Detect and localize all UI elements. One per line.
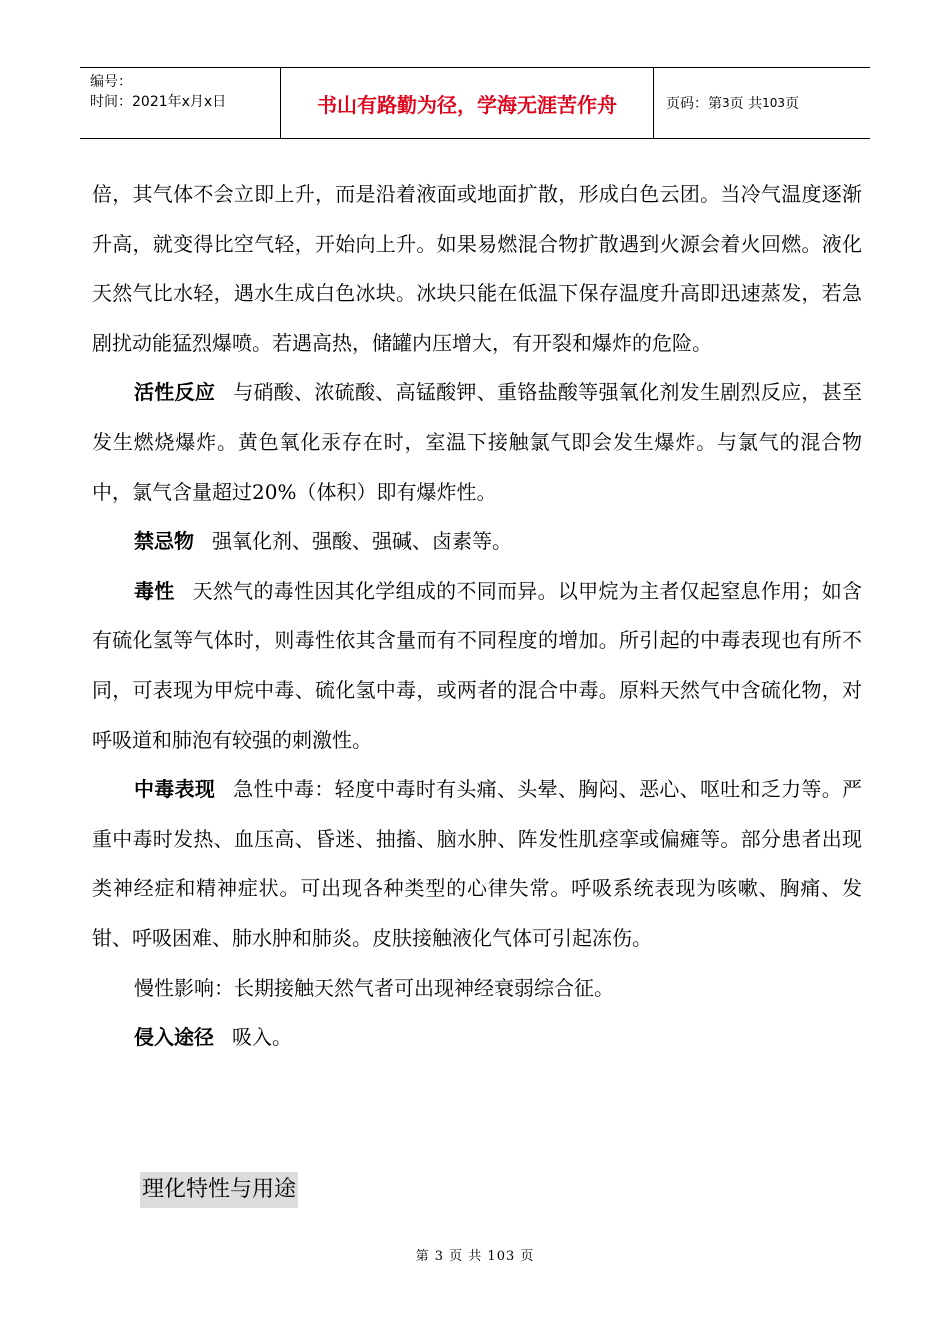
poisoning-text: 急性中毒：轻度中毒时有头痛、头晕、胸闷、恶心、呕吐和乏力等。严重中毒时发热、血压高、昏迷、抽搐、脑水肿、阵发性肌痉挛或偏瘫等。部分患者出现类神经症和精神症状。可出现各种类型的心律失常。呼吸系统表现为咳嗽、胸痛、发钳、呼吸困难、肺水肿和肺炎。皮肤接触液化气体可引起冻伤。 [92, 777, 863, 950]
term-route: 侵入途径 [134, 1025, 214, 1050]
header-meta [80, 68, 281, 138]
page-footer: 第 3 页 共 103 页 [415, 1249, 535, 1264]
paragraph-chronic: 慢性影响：长期接触天然气者可出现神经衰弱综合征。 [134, 975, 614, 1000]
term-toxicity: 毒性 [134, 578, 175, 603]
document-number-label: 编号： [90, 74, 132, 90]
paragraph-route [92, 1013, 862, 1063]
route-text: 吸入。 [232, 1025, 292, 1050]
header-motto: 书山有路勤为径，学海无涯苦作舟 [281, 68, 654, 138]
toxicity-text: 天然气的毒性因其化学组成的不同而异。以甲烷为主者仅起窒息作用；如含有硫化氢等气体时，则毒性依其含量而有不同程度的增加。所引起的中毒表现也有所不同，可表现为甲烷中毒、硫化氢中毒，或两者的混合中毒。原料天然气中含硫化物，对呼吸道和肺泡有较强的刺激性。 [92, 578, 863, 752]
section-heading: 理化特性与用途 [140, 1172, 298, 1208]
document-date: 时间：2021年x月x日 [90, 94, 227, 110]
paragraph-incompatibles [92, 517, 862, 567]
term-incompatibles: 禁忌物 [134, 529, 194, 554]
term-reactivity: 活性反应 [134, 380, 216, 405]
term-poisoning: 中毒表现 [134, 777, 216, 802]
document-body [92, 170, 862, 1063]
paragraph-reactivity [92, 368, 862, 517]
paragraph-poisoning [92, 765, 862, 963]
reactivity-text: 与硝酸、浓硫酸、高锰酸钾、重铬盐酸等强氧化剂发生剧烈反应，甚至发生燃烧爆炸。黄色氧化汞存在时，室温下接触氯气即会发生爆炸。与氯气的混合物中，氯气含量超过20%（体积）即有爆炸性。 [92, 380, 863, 504]
header-page-info [654, 68, 870, 138]
page-suffix: 页 [785, 96, 799, 112]
paragraph-toxicity [92, 567, 862, 765]
incompatibles-text: 强氧化剂、强酸、强碱、卤素等。 [212, 529, 512, 554]
page-prefix: 页码：第 [666, 96, 722, 112]
page-total: 103 [762, 96, 785, 110]
page-header [80, 67, 870, 139]
page-mid: 页 共 [729, 96, 763, 112]
page-number: 3 [722, 96, 730, 110]
paragraph-continuation: 倍，其气体不会立即上升，而是沿着液面或地面扩散，形成白色云团。当冷气温度逐渐升高，就变得比空气轻，开始向上升。如果易燃混合物扩散遇到火源会着火回燃。液化天然气比水轻，遇水生成白色冰块。冰块只能在低温下保存温度升高即迅速蒸发，若急剧扰动能猛烈爆喷。若遇高热，储罐内压增大，有开裂和爆炸的危险。 [92, 182, 862, 355]
